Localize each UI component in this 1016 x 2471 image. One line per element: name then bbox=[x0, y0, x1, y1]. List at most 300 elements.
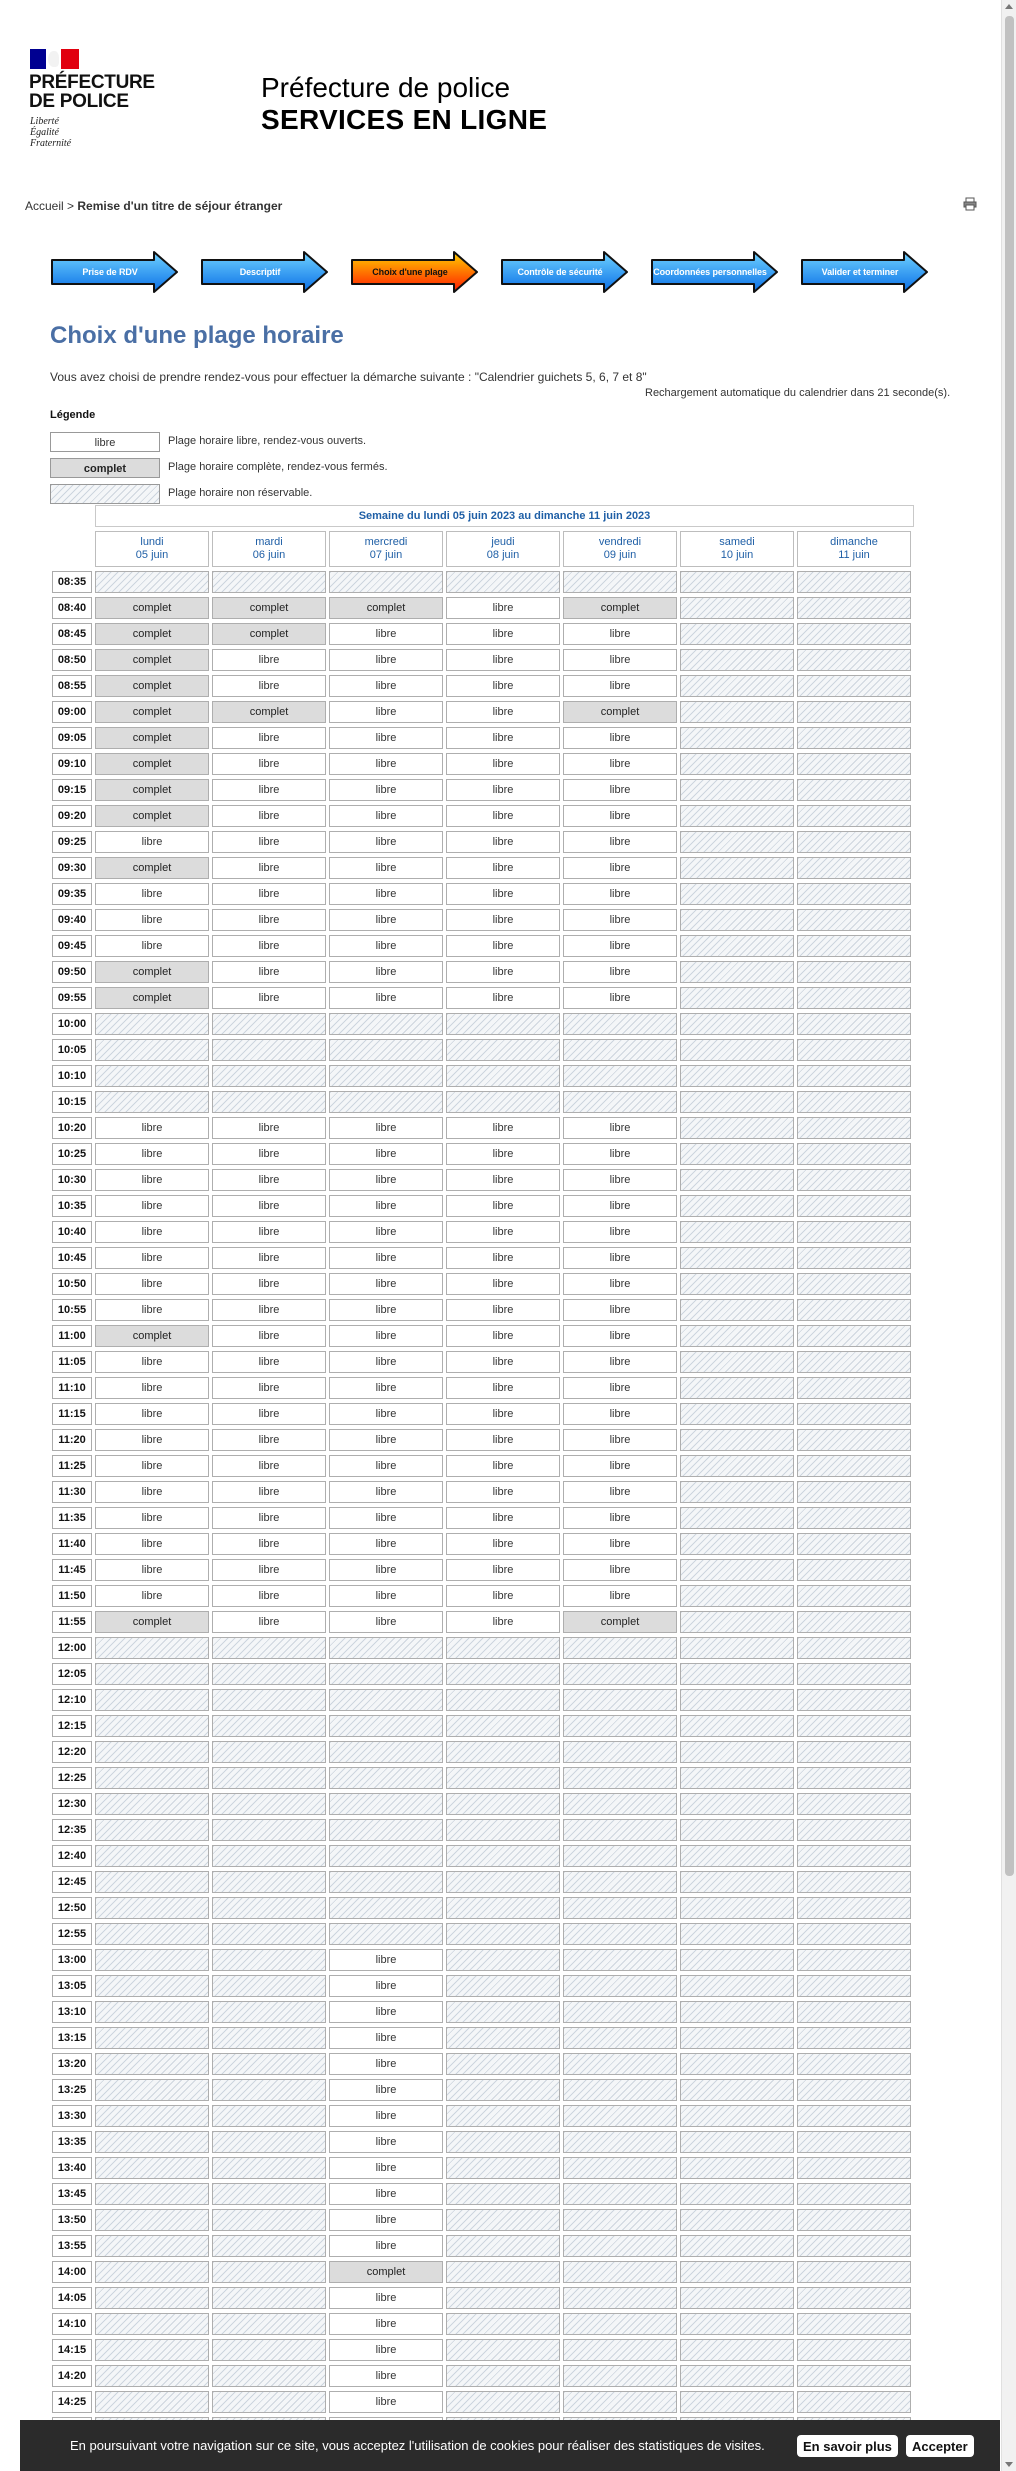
day-date: 11 juin bbox=[838, 549, 870, 561]
slot-libre[interactable]: libre bbox=[95, 1117, 209, 1139]
slot-libre[interactable]: libre bbox=[329, 2235, 443, 2257]
slot-non-reservable bbox=[95, 2079, 209, 2101]
slot-non-reservable bbox=[680, 779, 794, 801]
slot-complet: complet bbox=[95, 987, 209, 1009]
slot-libre[interactable]: libre bbox=[446, 961, 560, 983]
slot-libre[interactable]: libre bbox=[446, 909, 560, 931]
time-label: 09:15 bbox=[52, 779, 92, 801]
slot-libre[interactable]: libre bbox=[446, 1117, 560, 1139]
slot-libre[interactable]: libre bbox=[563, 909, 677, 931]
slot-libre[interactable]: libre bbox=[446, 805, 560, 827]
slot-libre[interactable]: libre bbox=[563, 1221, 677, 1243]
slot-libre[interactable]: libre bbox=[212, 1585, 326, 1607]
slot-libre[interactable]: libre bbox=[446, 727, 560, 749]
slot-libre[interactable]: libre bbox=[446, 1247, 560, 1269]
slot-non-reservable bbox=[563, 1871, 677, 1893]
slot-non-reservable bbox=[446, 1767, 560, 1789]
slot-libre[interactable]: libre bbox=[329, 1195, 443, 1217]
slot-non-reservable bbox=[329, 1897, 443, 1919]
slot-non-reservable bbox=[212, 2235, 326, 2257]
slot-libre[interactable]: libre bbox=[212, 1507, 326, 1529]
step-2[interactable] bbox=[200, 250, 330, 294]
slot-non-reservable bbox=[212, 2157, 326, 2179]
time-label: 11:00 bbox=[52, 1325, 92, 1347]
slot-libre[interactable]: libre bbox=[95, 1403, 209, 1425]
slot-libre[interactable]: libre bbox=[212, 727, 326, 749]
slot-libre[interactable]: libre bbox=[212, 1247, 326, 1269]
slot-libre[interactable]: libre bbox=[563, 1247, 677, 1269]
slot-libre[interactable]: libre bbox=[329, 2313, 443, 2335]
slot-libre[interactable]: libre bbox=[329, 1247, 443, 1269]
slot-libre[interactable]: libre bbox=[563, 1377, 677, 1399]
time-label: 14:20 bbox=[52, 2365, 92, 2387]
time-label: 13:35 bbox=[52, 2131, 92, 2153]
slot-libre[interactable]: libre bbox=[329, 909, 443, 931]
slot-libre[interactable]: libre bbox=[95, 1377, 209, 1399]
slot-non-reservable bbox=[212, 1039, 326, 1061]
slot-libre[interactable]: libre bbox=[563, 1455, 677, 1477]
slot-non-reservable bbox=[797, 1793, 911, 1815]
slot-libre[interactable]: libre bbox=[329, 831, 443, 853]
time-label: 11:15 bbox=[52, 1403, 92, 1425]
slot-libre[interactable]: libre bbox=[563, 831, 677, 853]
time-label: 09:35 bbox=[52, 883, 92, 905]
slot-libre[interactable]: libre bbox=[563, 1429, 677, 1451]
step-5[interactable] bbox=[650, 250, 780, 294]
slot-libre[interactable]: libre bbox=[95, 1507, 209, 1529]
legend-text-complet: Plage horaire complète, rendez-vous fermés. bbox=[168, 461, 388, 473]
slot-libre[interactable]: libre bbox=[329, 2157, 443, 2179]
slot-libre[interactable]: libre bbox=[212, 1195, 326, 1217]
day-name: dimanche bbox=[830, 536, 878, 548]
slot-non-reservable bbox=[212, 2027, 326, 2049]
slot-libre[interactable]: libre bbox=[446, 1585, 560, 1607]
slot-libre[interactable]: libre bbox=[446, 623, 560, 645]
slot-libre[interactable]: libre bbox=[329, 649, 443, 671]
day-date: 07 juin bbox=[369, 549, 403, 561]
slot-libre[interactable]: libre bbox=[95, 1533, 209, 1555]
slot-libre[interactable]: libre bbox=[563, 805, 677, 827]
slot-libre[interactable]: libre bbox=[95, 1143, 209, 1165]
slot-libre[interactable]: libre bbox=[329, 623, 443, 645]
slot-non-reservable bbox=[95, 2027, 209, 2049]
slot-libre[interactable]: libre bbox=[329, 727, 443, 749]
slot-libre[interactable]: libre bbox=[95, 1247, 209, 1269]
slot-libre[interactable]: libre bbox=[212, 935, 326, 957]
slot-non-reservable bbox=[446, 1845, 560, 1867]
slot-libre[interactable]: libre bbox=[212, 1611, 326, 1633]
time-label: 10:05 bbox=[52, 1039, 92, 1061]
slot-libre[interactable]: libre bbox=[329, 1585, 443, 1607]
slot-complet: complet bbox=[212, 597, 326, 619]
slot-non-reservable bbox=[680, 2365, 794, 2387]
cookie-accept-button[interactable]: Accepter bbox=[906, 2435, 974, 2457]
slot-libre[interactable]: libre bbox=[329, 2391, 443, 2413]
slot-libre[interactable]: libre bbox=[212, 779, 326, 801]
slot-libre[interactable]: libre bbox=[329, 1299, 443, 1321]
slot-non-reservable bbox=[95, 571, 209, 593]
slot-libre[interactable]: libre bbox=[446, 1273, 560, 1295]
slot-non-reservable bbox=[797, 1871, 911, 1893]
slot-libre[interactable]: libre bbox=[212, 1377, 326, 1399]
slot-libre[interactable]: libre bbox=[446, 1455, 560, 1477]
slot-libre[interactable]: libre bbox=[329, 857, 443, 879]
slot-libre[interactable]: libre bbox=[329, 1611, 443, 1633]
time-label: 11:10 bbox=[52, 1377, 92, 1399]
slot-libre[interactable]: libre bbox=[95, 1455, 209, 1477]
slot-non-reservable bbox=[212, 2001, 326, 2023]
slot-libre[interactable]: libre bbox=[212, 675, 326, 697]
printer-icon[interactable] bbox=[963, 197, 977, 211]
slot-libre[interactable]: libre bbox=[563, 1325, 677, 1347]
slot-non-reservable bbox=[680, 961, 794, 983]
slot-non-reservable bbox=[563, 1741, 677, 1763]
slot-libre[interactable]: libre bbox=[329, 2287, 443, 2309]
slot-libre[interactable]: libre bbox=[329, 779, 443, 801]
slot-libre[interactable]: libre bbox=[329, 2183, 443, 2205]
slot-non-reservable bbox=[212, 2053, 326, 2075]
slot-libre[interactable]: libre bbox=[329, 987, 443, 1009]
slot-libre[interactable]: libre bbox=[212, 857, 326, 879]
slot-libre[interactable]: libre bbox=[329, 961, 443, 983]
slot-libre[interactable]: libre bbox=[212, 1325, 326, 1347]
slot-libre[interactable]: libre bbox=[446, 1507, 560, 1529]
time-label: 09:10 bbox=[52, 753, 92, 775]
slot-non-reservable bbox=[95, 1923, 209, 1945]
slot-libre[interactable]: libre bbox=[446, 1143, 560, 1165]
slot-libre[interactable]: libre bbox=[212, 1455, 326, 1477]
slot-libre[interactable]: libre bbox=[329, 1429, 443, 1451]
day-header-vendredi bbox=[563, 531, 677, 567]
slot-libre[interactable]: libre bbox=[329, 805, 443, 827]
slot-non-reservable bbox=[212, 1793, 326, 1815]
slot-libre[interactable]: libre bbox=[563, 1585, 677, 1607]
time-label: 10:10 bbox=[52, 1065, 92, 1087]
time-label: 10:25 bbox=[52, 1143, 92, 1165]
slot-libre[interactable]: libre bbox=[446, 1611, 560, 1633]
scroll-up-arrow-icon[interactable] bbox=[1005, 4, 1013, 9]
slot-libre[interactable]: libre bbox=[212, 1403, 326, 1425]
slot-libre[interactable]: libre bbox=[212, 805, 326, 827]
slot-non-reservable bbox=[680, 1013, 794, 1035]
slot-libre[interactable]: libre bbox=[95, 1351, 209, 1373]
slot-libre[interactable]: libre bbox=[563, 1403, 677, 1425]
slot-libre[interactable]: libre bbox=[212, 1533, 326, 1555]
slot-libre[interactable]: libre bbox=[446, 1533, 560, 1555]
slot-non-reservable bbox=[329, 1741, 443, 1763]
time-label: 11:55 bbox=[52, 1611, 92, 1633]
slot-non-reservable bbox=[95, 1741, 209, 1763]
slot-libre[interactable]: libre bbox=[212, 831, 326, 853]
slot-non-reservable bbox=[95, 1871, 209, 1893]
slot-libre[interactable]: libre bbox=[212, 753, 326, 775]
slot-libre[interactable]: libre bbox=[563, 675, 677, 697]
slot-libre[interactable]: libre bbox=[446, 857, 560, 879]
slot-libre[interactable]: libre bbox=[446, 883, 560, 905]
time-label: 11:30 bbox=[52, 1481, 92, 1503]
slot-libre[interactable]: libre bbox=[563, 649, 677, 671]
slot-non-reservable bbox=[797, 1689, 911, 1711]
slot-libre[interactable]: libre bbox=[329, 701, 443, 723]
slot-libre[interactable]: libre bbox=[95, 1169, 209, 1191]
slot-libre[interactable]: libre bbox=[446, 701, 560, 723]
slot-non-reservable bbox=[797, 2365, 911, 2387]
slot-libre[interactable]: libre bbox=[563, 987, 677, 1009]
slot-libre[interactable]: libre bbox=[329, 1351, 443, 1373]
slot-non-reservable bbox=[563, 2391, 677, 2413]
slot-non-reservable bbox=[797, 1949, 911, 1971]
day-header-lundi bbox=[95, 531, 209, 567]
slot-libre[interactable]: libre bbox=[95, 1273, 209, 1295]
slot-libre[interactable]: libre bbox=[95, 935, 209, 957]
slot-libre[interactable]: libre bbox=[329, 675, 443, 697]
time-label: 09:25 bbox=[52, 831, 92, 853]
slot-libre[interactable]: libre bbox=[329, 2365, 443, 2387]
slot-complet: complet bbox=[95, 1611, 209, 1633]
slot-non-reservable bbox=[680, 623, 794, 645]
slot-libre[interactable]: libre bbox=[329, 2001, 443, 2023]
step-1[interactable] bbox=[50, 250, 180, 294]
slot-libre[interactable]: libre bbox=[563, 883, 677, 905]
slot-libre[interactable]: libre bbox=[563, 1481, 677, 1503]
slot-libre[interactable]: libre bbox=[563, 1143, 677, 1165]
slot-libre[interactable]: libre bbox=[212, 1169, 326, 1191]
slot-non-reservable bbox=[797, 1195, 911, 1217]
slot-libre[interactable]: libre bbox=[212, 1351, 326, 1373]
slot-non-reservable bbox=[95, 1689, 209, 1711]
slot-non-reservable bbox=[446, 1923, 560, 1945]
time-label: 09:40 bbox=[52, 909, 92, 931]
time-label: 14:15 bbox=[52, 2339, 92, 2361]
slot-non-reservable bbox=[95, 1663, 209, 1685]
slot-libre[interactable]: libre bbox=[95, 909, 209, 931]
slot-libre[interactable]: libre bbox=[329, 1117, 443, 1139]
slot-non-reservable bbox=[797, 1065, 911, 1087]
slot-libre[interactable]: libre bbox=[329, 1559, 443, 1581]
slot-non-reservable bbox=[95, 2313, 209, 2335]
slot-non-reservable bbox=[95, 1039, 209, 1061]
slot-complet: complet bbox=[329, 597, 443, 619]
time-label: 09:05 bbox=[52, 727, 92, 749]
slot-non-reservable bbox=[680, 1247, 794, 1269]
slot-libre[interactable]: libre bbox=[563, 1273, 677, 1295]
slot-libre[interactable]: libre bbox=[329, 935, 443, 957]
slot-libre[interactable]: libre bbox=[446, 987, 560, 1009]
slot-non-reservable bbox=[212, 2261, 326, 2283]
slot-libre[interactable]: libre bbox=[212, 909, 326, 931]
time-label: 13:40 bbox=[52, 2157, 92, 2179]
scroll-thumb[interactable] bbox=[1005, 16, 1014, 1876]
slot-non-reservable bbox=[446, 2027, 560, 2049]
slot-non-reservable bbox=[680, 1377, 794, 1399]
slot-libre[interactable]: libre bbox=[329, 1533, 443, 1555]
slot-libre[interactable]: libre bbox=[329, 2131, 443, 2153]
slot-non-reservable bbox=[680, 675, 794, 697]
slot-libre[interactable]: libre bbox=[212, 1481, 326, 1503]
slot-libre[interactable]: libre bbox=[212, 1429, 326, 1451]
slot-libre[interactable]: libre bbox=[212, 1559, 326, 1581]
slot-non-reservable bbox=[680, 2027, 794, 2049]
slot-non-reservable bbox=[680, 1221, 794, 1243]
slot-libre[interactable]: libre bbox=[329, 1143, 443, 1165]
slot-libre[interactable]: libre bbox=[446, 1299, 560, 1321]
slot-libre[interactable]: libre bbox=[329, 1975, 443, 1997]
slot-libre[interactable]: libre bbox=[563, 1351, 677, 1373]
slot-libre[interactable]: libre bbox=[563, 1299, 677, 1321]
slot-libre[interactable]: libre bbox=[446, 1169, 560, 1191]
slot-non-reservable bbox=[797, 701, 911, 723]
slot-libre[interactable]: libre bbox=[329, 1949, 443, 1971]
day-name: mardi bbox=[255, 536, 283, 548]
slot-non-reservable bbox=[797, 675, 911, 697]
slot-non-reservable bbox=[680, 1273, 794, 1295]
slot-non-reservable bbox=[797, 1169, 911, 1191]
slot-libre[interactable]: libre bbox=[329, 2339, 443, 2361]
slot-libre[interactable]: libre bbox=[329, 753, 443, 775]
slot-libre[interactable]: libre bbox=[446, 675, 560, 697]
slot-libre[interactable]: libre bbox=[446, 1377, 560, 1399]
slot-libre[interactable]: libre bbox=[95, 883, 209, 905]
slot-non-reservable bbox=[680, 1065, 794, 1087]
slot-non-reservable bbox=[680, 2079, 794, 2101]
slot-non-reservable bbox=[329, 1819, 443, 1841]
slot-libre[interactable]: libre bbox=[563, 1559, 677, 1581]
time-label: 13:55 bbox=[52, 2235, 92, 2257]
slot-libre[interactable]: libre bbox=[212, 649, 326, 671]
time-label: 08:35 bbox=[52, 571, 92, 593]
slot-libre[interactable]: libre bbox=[212, 1143, 326, 1165]
slot-libre[interactable]: libre bbox=[446, 1481, 560, 1503]
slot-libre[interactable]: libre bbox=[446, 597, 560, 619]
slot-libre[interactable]: libre bbox=[563, 623, 677, 645]
slot-non-reservable bbox=[797, 727, 911, 749]
slot-libre[interactable]: libre bbox=[95, 1221, 209, 1243]
slot-libre[interactable]: libre bbox=[446, 1221, 560, 1243]
slot-libre[interactable]: libre bbox=[329, 1455, 443, 1477]
breadcrumb-home-link[interactable]: Accueil bbox=[25, 199, 64, 213]
slot-libre[interactable]: libre bbox=[95, 1429, 209, 1451]
slot-non-reservable bbox=[446, 2001, 560, 2023]
slot-libre[interactable]: libre bbox=[329, 2209, 443, 2231]
slot-libre[interactable]: libre bbox=[563, 779, 677, 801]
slot-libre[interactable]: libre bbox=[563, 1195, 677, 1217]
slot-non-reservable bbox=[446, 1637, 560, 1659]
slot-libre[interactable]: libre bbox=[446, 1325, 560, 1347]
slot-libre[interactable]: libre bbox=[563, 1169, 677, 1191]
time-label: 12:10 bbox=[52, 1689, 92, 1711]
slot-non-reservable bbox=[563, 2001, 677, 2023]
slot-non-reservable bbox=[797, 1975, 911, 1997]
slot-libre[interactable]: libre bbox=[446, 753, 560, 775]
slot-non-reservable bbox=[95, 1897, 209, 1919]
slot-non-reservable bbox=[563, 1923, 677, 1945]
slot-libre[interactable]: libre bbox=[563, 753, 677, 775]
slot-libre[interactable]: libre bbox=[95, 831, 209, 853]
slot-libre[interactable]: libre bbox=[95, 1195, 209, 1217]
slot-libre[interactable]: libre bbox=[212, 1273, 326, 1295]
cookie-more-button[interactable]: En savoir plus bbox=[797, 2435, 898, 2457]
slot-libre[interactable]: libre bbox=[446, 935, 560, 957]
slot-non-reservable bbox=[563, 1949, 677, 1971]
slot-libre[interactable]: libre bbox=[329, 2079, 443, 2101]
slot-libre[interactable]: libre bbox=[329, 1273, 443, 1295]
slot-libre[interactable]: libre bbox=[446, 1403, 560, 1425]
slot-libre[interactable]: libre bbox=[212, 987, 326, 1009]
slot-non-reservable bbox=[212, 1767, 326, 1789]
slot-libre[interactable]: libre bbox=[329, 1403, 443, 1425]
slot-libre[interactable]: libre bbox=[563, 1507, 677, 1529]
slot-non-reservable bbox=[95, 2287, 209, 2309]
slot-libre[interactable]: libre bbox=[95, 1559, 209, 1581]
slot-libre[interactable]: libre bbox=[446, 1351, 560, 1373]
slot-libre[interactable]: libre bbox=[563, 727, 677, 749]
slot-non-reservable bbox=[446, 2157, 560, 2179]
slot-non-reservable bbox=[329, 1715, 443, 1737]
slot-libre[interactable]: libre bbox=[329, 1507, 443, 1529]
slot-non-reservable bbox=[446, 2183, 560, 2205]
day-header-mercredi bbox=[329, 531, 443, 567]
slot-libre[interactable]: libre bbox=[563, 857, 677, 879]
slot-libre[interactable]: libre bbox=[95, 1585, 209, 1607]
slot-non-reservable bbox=[212, 1871, 326, 1893]
slot-libre[interactable]: libre bbox=[563, 935, 677, 957]
slot-libre[interactable]: libre bbox=[212, 1299, 326, 1321]
slot-libre[interactable]: libre bbox=[329, 1169, 443, 1191]
slot-libre[interactable]: libre bbox=[212, 1117, 326, 1139]
slot-libre[interactable]: libre bbox=[329, 1325, 443, 1347]
slot-libre[interactable]: libre bbox=[563, 961, 677, 983]
step-4[interactable] bbox=[500, 250, 630, 294]
slot-libre[interactable]: libre bbox=[446, 1429, 560, 1451]
time-label: 11:50 bbox=[52, 1585, 92, 1607]
slot-libre[interactable]: libre bbox=[446, 779, 560, 801]
slot-libre[interactable]: libre bbox=[212, 883, 326, 905]
slot-libre[interactable]: libre bbox=[212, 1221, 326, 1243]
slot-libre[interactable]: libre bbox=[329, 1377, 443, 1399]
slot-complet: complet bbox=[95, 649, 209, 671]
logo-motto: Liberté Égalité Fraternité bbox=[30, 116, 72, 149]
slot-libre[interactable]: libre bbox=[95, 1299, 209, 1321]
step-6[interactable] bbox=[800, 250, 930, 294]
slot-non-reservable bbox=[680, 935, 794, 957]
slot-libre[interactable]: libre bbox=[329, 1481, 443, 1503]
slot-libre[interactable]: libre bbox=[446, 1559, 560, 1581]
slot-non-reservable bbox=[95, 2131, 209, 2153]
slot-libre[interactable]: libre bbox=[563, 1117, 677, 1139]
slot-libre[interactable]: libre bbox=[563, 1533, 677, 1555]
slot-libre[interactable]: libre bbox=[446, 649, 560, 671]
time-label: 12:00 bbox=[52, 1637, 92, 1659]
slot-libre[interactable]: libre bbox=[329, 2027, 443, 2049]
slot-non-reservable bbox=[680, 1663, 794, 1685]
slot-non-reservable bbox=[212, 1065, 326, 1087]
time-label: 11:20 bbox=[52, 1429, 92, 1451]
slot-libre[interactable]: libre bbox=[446, 1195, 560, 1217]
slot-libre[interactable]: libre bbox=[212, 961, 326, 983]
vertical-scrollbar[interactable] bbox=[1001, 0, 1016, 2471]
slot-non-reservable bbox=[95, 2235, 209, 2257]
slot-libre[interactable]: libre bbox=[329, 883, 443, 905]
time-label: 12:40 bbox=[52, 1845, 92, 1867]
slot-libre[interactable]: libre bbox=[329, 2053, 443, 2075]
scroll-down-arrow-icon[interactable] bbox=[1005, 2462, 1013, 2467]
slot-libre[interactable]: libre bbox=[329, 2105, 443, 2127]
slot-libre[interactable]: libre bbox=[446, 831, 560, 853]
slot-non-reservable bbox=[563, 2157, 677, 2179]
slot-libre[interactable]: libre bbox=[329, 1221, 443, 1243]
slot-libre[interactable]: libre bbox=[95, 1481, 209, 1503]
slot-non-reservable bbox=[680, 2183, 794, 2205]
